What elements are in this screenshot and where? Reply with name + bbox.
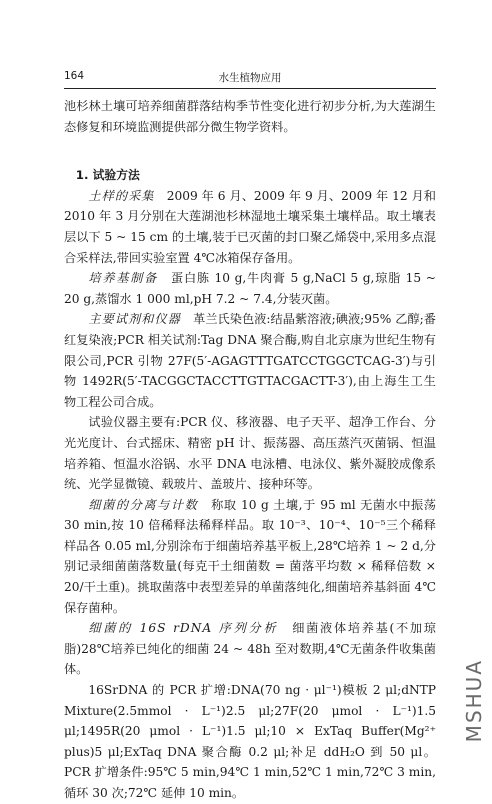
paragraph-text: 称取 10 g 土壤,于 95 ml 无菌水中振荡 30 min,按 10 倍稀释法稀释样品。取 10⁻³、10⁻⁴、10⁻⁵三个稀释样品各 0.05 ml,分别涂布于细菌培养基平板上,28℃培养 1 ~ 2 d,分别记录细菌菌落数量(每克干土细菌数 = 菌落平均数 × 稀释倍数 × 20/干土重)。挑取菌落中表型差异的单菌落纯化,细菌培养基斜面 4℃保存菌种。 — [64, 497, 436, 615]
paragraph-soil-sampling — [64, 186, 436, 268]
book-title: 水生植物应用 — [218, 72, 282, 84]
section-heading: 1. 试验方法 — [75, 168, 140, 183]
running-header — [64, 68, 436, 89]
paragraph-pcr-amplification — [64, 680, 436, 804]
paragraph-text: 16SrDNA 的 PCR 扩增:DNA(70 ng · μl⁻¹)模板 2 μl;dNTP Mixture(2.5mmol · L⁻¹)2.5 μl;27F(20 μmol · L⁻¹)1.5 μl;1495R(20 μmol · L⁻¹)1.5 μl;10 × ExTaq Buffer(Mg²⁺ plus)5 μl;ExTaq DNA 聚合酶 0.2 μl;补足 ddH₂O 到 50 μl。PCR 扩增条件:95℃ 5 min,94℃ 1 min,52℃ 1 min,72℃ 3 min,循环 30 次;72℃ 延伸 10 min。 — [64, 683, 436, 800]
paragraph-text: 革兰氏染色液:结晶紫溶液;碘液;95% 乙醇;番红复染液;PCR 相关试剂:Tag DNA 聚合酶,购自北京康为世纪生物有限公司,PCR 引物 27F(5′-AGAGTTTGATCCTGGCTCAG-3′)与引物 1492R(5′-TACGGCTACCTTGTTACGACTT-3′),由上海生工生物工程公司合成。 — [64, 312, 436, 409]
paragraph-instruments — [64, 412, 436, 494]
body-text — [64, 96, 436, 804]
paragraph-isolation-counting — [64, 495, 436, 619]
paragraph-text: 蛋白胨 10 g,牛肉膏 5 g,NaCl 5 g,琼脂 15 ~ 20 g,蒸馏水 1 000 ml,pH 7.2 ~ 7.4,分装灭菌。 — [64, 271, 436, 306]
paragraph-medium-preparation — [64, 268, 436, 309]
runin-heading: 主要试剂和仪器 — [88, 312, 181, 327]
runin-heading: 细菌的 16S rDNA 序列分析 — [88, 621, 279, 636]
intro-paragraph: 池杉林土壤可培养细菌群落结构季节性变化进行初步分析,为大莲湖生态修复和环境监测提供部分微生物学资料。 — [64, 99, 436, 134]
paragraph-16s-analysis — [64, 618, 436, 680]
runin-heading: 土样的采集 — [88, 188, 155, 203]
paragraph-text: 细菌液体培养基(不加琼脂)28℃培养已纯化的细菌 24 ~ 48h 至对数期,4℃无菌条件收集菌体。 — [64, 621, 436, 677]
runin-heading: 培养基制备 — [88, 271, 159, 286]
page-number: 164 — [64, 70, 85, 82]
paragraph-text: 试验仪器主要有:PCR 仪、移液器、电子天平、超净工作台、分光光度计、台式摇床、精密 pH 计、振荡器、高压蒸汽灭菌锅、恒温培养箱、恒温水浴锅、水平 DNA 电泳槽、电泳仪、紫外凝胶成像系统、光学显微镜、载玻片、盖玻片、接种环等。 — [64, 415, 436, 492]
paragraph-text: 2009 年 6 月、2009 年 9 月、2009 年 12 月和 2010 年 3 月分别在大莲湖池杉林湿地土壤采集土壤样品。取土壤表层以下 5 ~ 15 cm 的土壤,装于已灭菌的封口聚乙烯袋中,采用多点混合采样法,带回实验室置 4℃冰箱保存备用。 — [64, 188, 436, 265]
runin-heading: 细菌的分离与计数 — [88, 497, 199, 512]
watermark-text: MSHUA — [462, 658, 486, 742]
paragraph-reagents — [64, 309, 436, 412]
